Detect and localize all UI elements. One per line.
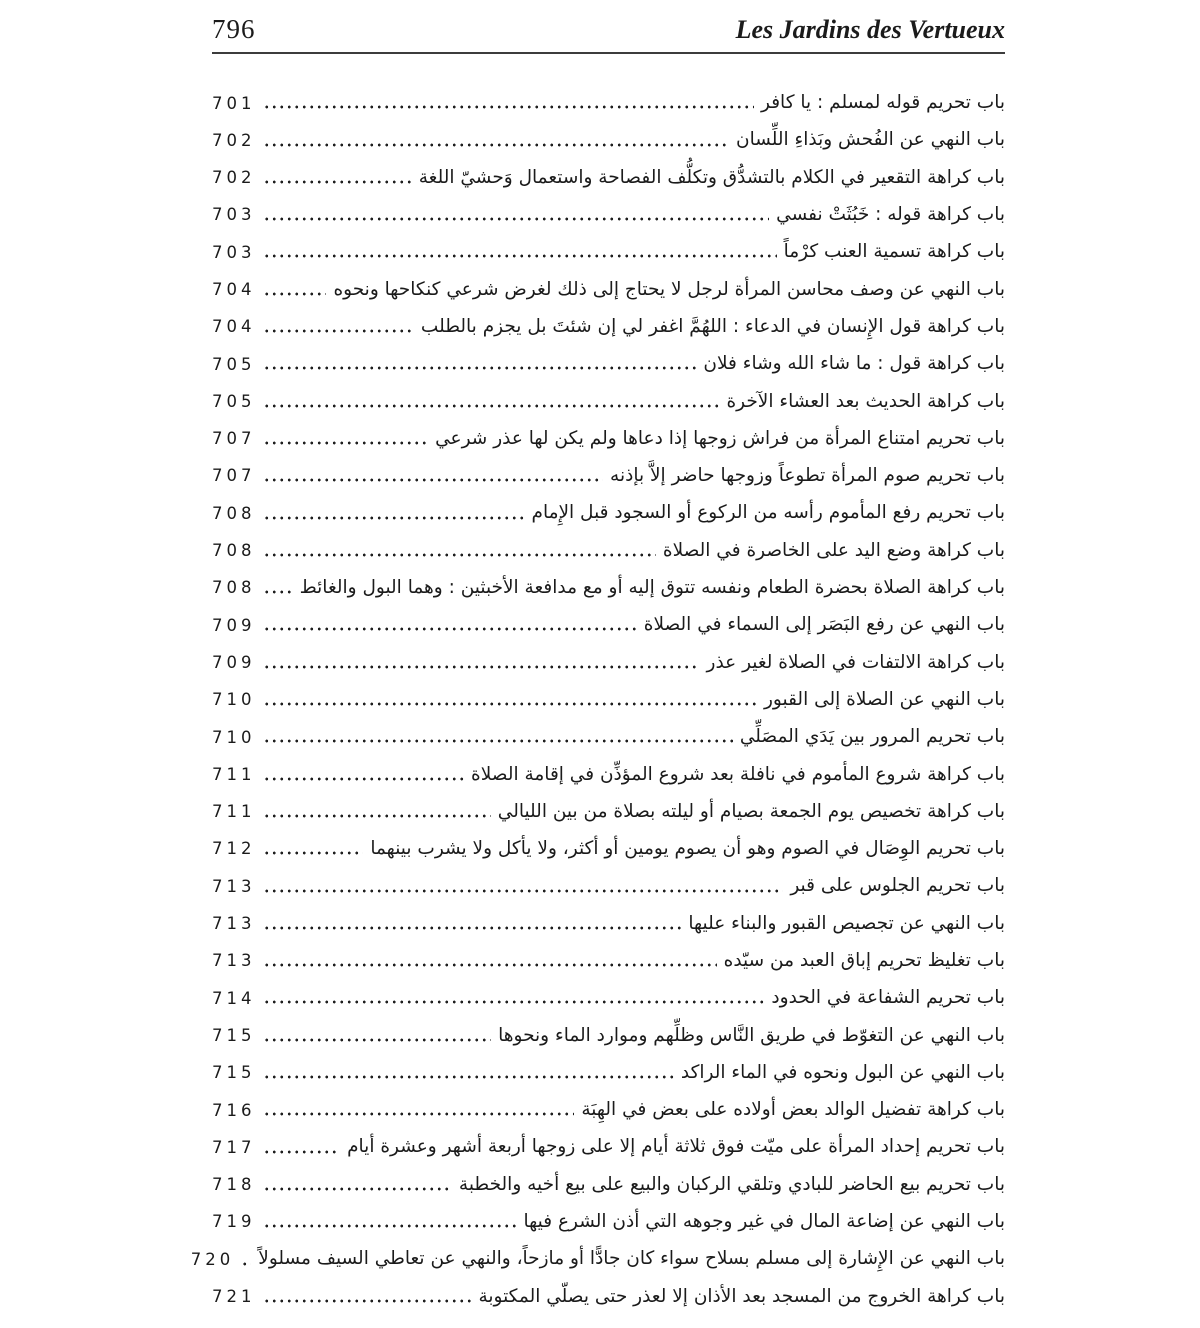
- toc-entry-title: باب تحريم صوم المرأة تطوعاً وزوجها حاضر إلاَّ بإذنه: [610, 465, 1005, 487]
- toc-entry-row: [212, 490, 1005, 527]
- dot-leader: [263, 1199, 517, 1233]
- toc-entry-title: باب تحريم امتناع المرأة من فراش زوجها إذا دعاها ولم يكن لها عذر شرعي: [435, 427, 1005, 449]
- toc-entry-row: [212, 714, 1005, 751]
- dot-leader: [263, 826, 364, 860]
- toc-entry-title: باب كراهة قوله : خَبُثَتْ نفسي: [776, 204, 1005, 226]
- toc-entry-page-number: 703: [212, 205, 256, 225]
- toc-entry-title: باب النهي عن الصلاة إلى القبور: [764, 688, 1005, 710]
- toc-entry-page-number: 710: [212, 690, 256, 710]
- dot-leader: [263, 528, 656, 562]
- dot-leader: [263, 192, 770, 226]
- toc-entry-title: باب تحريم إحداد المرأة على ميّت فوق ثلاثة أيام إلا على زوجها أربعة أشهر وعشرة أيام: [347, 1136, 1005, 1158]
- toc-entry-page-number: 711: [212, 764, 256, 784]
- toc-entry-title: باب كراهة التقعير في الكلام بالتشدُّق وتكلُّف الفصاحة واستعمال وَحشيّ اللغة: [418, 166, 1005, 188]
- toc-entry-row: [212, 826, 1005, 863]
- toc-entry-title: باب كراهة قول : ما شاء الله وشاء فلان: [703, 353, 1005, 375]
- toc-entry-row: [212, 1087, 1005, 1124]
- dot-leader: [263, 266, 327, 300]
- toc-list: [190, 80, 1005, 1311]
- toc-entry-title: باب كراهة شروع المأموم في نافلة بعد شروع المؤذِّن في إقامة الصلاة: [471, 763, 1005, 785]
- toc-entry-page-number: 714: [212, 988, 256, 1008]
- toc-entry-title: باب كراهة الحديث بعد العشاء الآخرة: [726, 390, 1005, 412]
- toc-entry-row: [212, 1124, 1005, 1161]
- dot-leader: [263, 789, 491, 823]
- dot-leader: [263, 677, 758, 711]
- toc-entry-row: [212, 378, 1005, 415]
- dot-leader: [263, 938, 717, 972]
- toc-entry-row: [212, 416, 1005, 453]
- toc-entry-title: باب تحريم قوله لمسلم : يا كافر: [761, 92, 1005, 114]
- dot-leader: [263, 863, 784, 897]
- toc-entry-row: [212, 1162, 1005, 1199]
- dot-leader: [263, 453, 604, 487]
- toc-entry-title: باب تحريم المرور بين يَدَي المصَلِّي: [739, 726, 1005, 748]
- dot-leader: [263, 1274, 472, 1308]
- toc-entry-page-number: 707: [212, 466, 256, 486]
- dot-leader: [263, 1162, 452, 1196]
- toc-entry-title: باب النهي عن رفع البَصَر إلى السماء في الصلاة: [643, 614, 1005, 636]
- toc-entry-row: [212, 751, 1005, 788]
- toc-entry-row: [212, 1274, 1005, 1311]
- toc-entry-row: [212, 1050, 1005, 1087]
- toc-entry-row: [212, 229, 1005, 266]
- dot-leader: [263, 341, 697, 375]
- toc-entry-page-number: 715: [212, 1063, 256, 1083]
- toc-entry-page-number: 720: [190, 1249, 235, 1269]
- toc-entry-page-number: 705: [212, 391, 256, 411]
- dot-leader: [263, 1050, 674, 1084]
- toc-entry-row: [212, 117, 1005, 154]
- toc-entry-row: [212, 901, 1005, 938]
- toc-entry-title: باب تحريم رفع المأموم رأسه من الركوع أو السجود قبل الإِمام: [531, 502, 1005, 524]
- toc-entry-row: [212, 192, 1005, 229]
- toc-entry-row: [212, 602, 1005, 639]
- toc-entry-page-number: 718: [212, 1175, 256, 1195]
- toc-entry-page-number: 713: [212, 951, 256, 971]
- toc-entry-row: [212, 938, 1005, 975]
- page-content: [190, 0, 1005, 1311]
- toc-entry-title: باب النهي عن الفُحش وبَذاءِ اللِّسان: [736, 129, 1005, 151]
- toc-entry-page-number: 715: [212, 1025, 256, 1045]
- toc-entry-page-number: 716: [212, 1100, 256, 1120]
- toc-entry-title: باب كراهة تفضيل الوالد بعض أولاده على بعض في الهِبَة: [581, 1099, 1005, 1121]
- dot-leader: [241, 1236, 251, 1270]
- toc-entry-page-number: 708: [212, 503, 256, 523]
- dot-leader: [263, 490, 525, 524]
- toc-entry-title: باب كراهة تسمية العنب كرْماً: [783, 241, 1005, 263]
- dot-leader: [263, 229, 777, 263]
- running-header: [212, 0, 1005, 54]
- toc-entry-page-number: 708: [212, 541, 256, 561]
- dot-leader: [263, 714, 733, 748]
- toc-entry-row: [212, 975, 1005, 1012]
- toc-entry-page-number: 701: [212, 93, 256, 113]
- toc-entry-page-number: 709: [212, 652, 256, 672]
- toc-entry-page-number: 702: [212, 130, 256, 150]
- dot-leader: [263, 901, 682, 935]
- toc-entry-row: [212, 565, 1005, 602]
- toc-entry-page-number: 709: [212, 615, 256, 635]
- toc-entry-row: [212, 453, 1005, 490]
- dot-leader: [263, 155, 412, 189]
- toc-entry-page-number: 717: [212, 1137, 256, 1157]
- toc-entry-row: [190, 1236, 1005, 1273]
- toc-entry-page-number: 703: [212, 242, 256, 262]
- dot-leader: [263, 975, 765, 1009]
- toc-entry-title: باب كراهة الصلاة بحضرة الطعام ونفسه تتوق إليه أو مع مدافعة الأخبثين : وهما البول والغائط: [299, 577, 1005, 599]
- dot-leader: [263, 602, 637, 636]
- toc-entry-title: باب النهي عن البول ونحوه في الماء الراكد: [680, 1061, 1005, 1083]
- toc-entry-page-number: 713: [212, 876, 256, 896]
- toc-entry-row: [212, 677, 1005, 714]
- toc-entry-title: باب النهي عن الإِشارة إلى مسلم بسلاح سواء كان جادًّا أو مازحاً، والنهي عن تعاطي السيف مسلولاً: [258, 1248, 1005, 1270]
- toc-entry-page-number: 704: [212, 279, 256, 299]
- toc-entry-title: باب كراهة قول الإِنسان في الدعاء : اللهُمَّ اغفر لي إن شئتَ بل يجزم بالطلب: [420, 315, 1005, 337]
- toc-entry-title: باب تحريم بيع الحاضر للبادي وتلقي الركبان والبيع على بيع أخيه والخطبة: [458, 1173, 1005, 1195]
- toc-entry-page-number: 707: [212, 429, 256, 449]
- toc-entry-title: باب النهي عن التغوّط في طريق النَّاس وظلِّهم وموارد الماء ونحوها: [498, 1024, 1005, 1046]
- toc-entry-row: [212, 789, 1005, 826]
- toc-entry-row: [212, 863, 1005, 900]
- toc-entry-row: [212, 341, 1005, 378]
- dot-leader: [263, 1124, 341, 1158]
- toc-entry-page-number: 704: [212, 317, 256, 337]
- toc-entry-page-number: 705: [212, 354, 256, 374]
- toc-entry-page-number: 721: [212, 1287, 256, 1306]
- dot-leader: [263, 1012, 492, 1046]
- dot-leader: [263, 416, 429, 450]
- toc-entry-title: باب كراهة وضع اليد على الخاصرة في الصلاة: [662, 539, 1005, 561]
- dot-leader: [263, 304, 414, 338]
- toc-entry-page-number: 711: [212, 802, 256, 822]
- dot-leader: [263, 751, 465, 785]
- dot-leader: [263, 378, 720, 412]
- toc-entry-page-number: 713: [212, 914, 256, 934]
- toc-entry-title: باب كراهة الخروج من المسجد بعد الأذان إلا لعذر حتى يصلّي المكتوبة: [478, 1285, 1005, 1307]
- toc-entry-page-number: 710: [212, 727, 256, 747]
- toc-entry-page-number: 702: [212, 168, 256, 188]
- toc-entry-page-number: 708: [212, 578, 256, 598]
- toc-entry-title: باب النهي عن تجصيص القبور والبناء عليها: [688, 912, 1005, 934]
- toc-entry-title: باب كراهة تخصيص يوم الجمعة بصيام أو ليلته بصلاة من بين الليالي: [497, 800, 1005, 822]
- dot-leader: [263, 565, 293, 599]
- toc-entry-title: باب النهي عن وصف محاسن المرأة لرجل لا يحتاج إلى ذلك لغرض شرعي كنكاحها ونحوه: [333, 278, 1005, 300]
- toc-entry-row: [212, 1012, 1005, 1049]
- toc-entry-row: [212, 155, 1005, 192]
- toc-entry-page-number: 719: [212, 1212, 256, 1232]
- dot-leader: [263, 80, 755, 114]
- dot-leader: [263, 117, 730, 151]
- dot-leader: [263, 1087, 575, 1121]
- toc-entry-title: باب تغليظ تحريم إباق العبد من سيّده: [723, 950, 1005, 971]
- toc-entry-row: [212, 266, 1005, 303]
- toc-entry-page-number: 712: [212, 839, 256, 859]
- toc-entry-row: [212, 304, 1005, 341]
- book-title: Les Jardins des Vertueux: [735, 15, 1005, 44]
- toc-entry-title: باب تحريم الجلوس على قبر: [790, 875, 1005, 897]
- toc-entry-row: [212, 1199, 1005, 1236]
- dot-leader: [263, 639, 700, 673]
- page-number: 796: [212, 14, 256, 44]
- toc-entry-row: [212, 639, 1005, 676]
- toc-entry-title: باب تحريم الوِصَال في الصوم وهو أن يصوم يومين أو أكثر، ولا يأكل ولا يشرب بينهما: [370, 838, 1005, 860]
- toc-entry-title: باب النهي عن إضاعة المال في غير وجوهه التي أذن الشرع فيها: [523, 1211, 1005, 1233]
- toc-entry-row: [212, 80, 1005, 117]
- toc-entry-title: باب كراهة الالتفات في الصلاة لغير عذر: [706, 651, 1005, 673]
- toc-entry-title: باب تحريم الشفاعة في الحدود: [771, 987, 1005, 1009]
- toc-entry-row: [212, 528, 1005, 565]
